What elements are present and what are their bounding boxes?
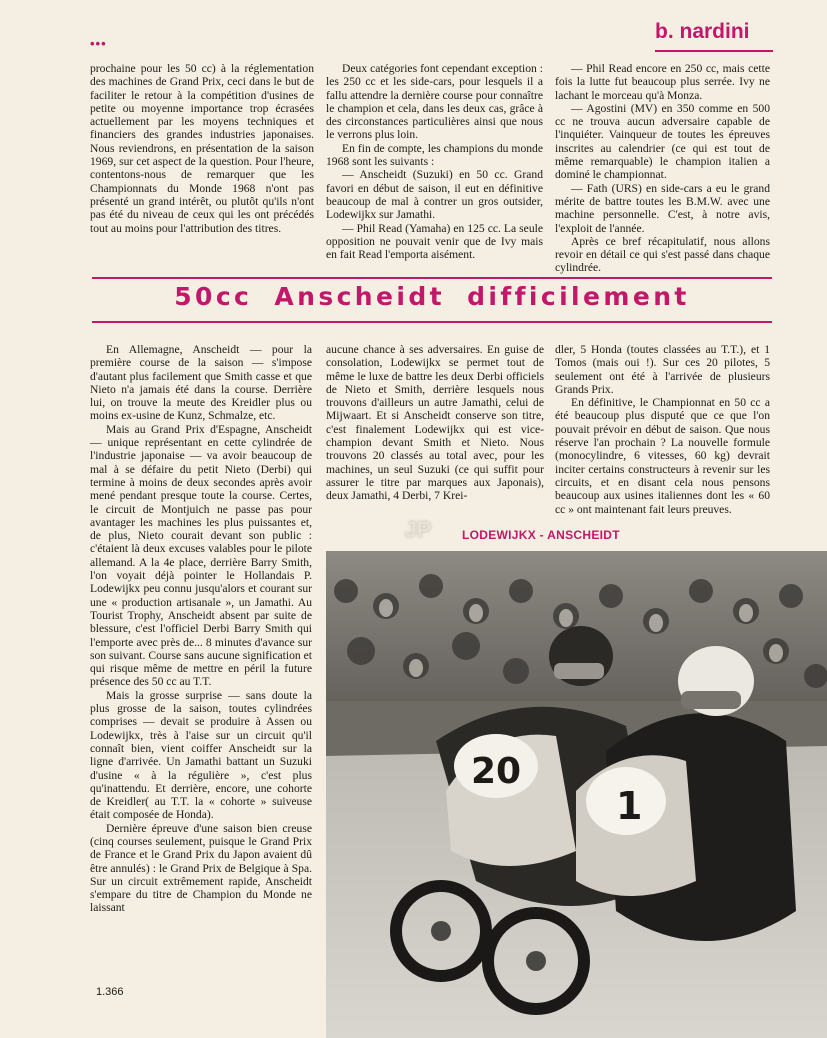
paragraph: Deux catégories font cependant exception : les 250 cc et les side-cars, pour lesquels il a fallu attendre la dernière course pour connaître le champion et cela, dans les deux cas, grâce à des circonstances particulières ainsi que nous le verrons plus loin. <box>326 62 543 142</box>
top-column-2 <box>326 62 543 261</box>
paragraph: — Fath (URS) en side-cars a eu le grand mérite de battre toutes les B.M.W. avec une machine personnelle. C'est, à notre avis, l'exploit de l'année. <box>555 181 770 235</box>
headline-rule-bottom <box>92 321 772 323</box>
page-number: 1.366 <box>96 986 124 998</box>
body-column-2 <box>326 343 544 503</box>
body-column-3 <box>555 343 770 516</box>
paragraph: — Phil Read encore en 250 cc, mais cette fois la lutte fut beaucoup plus serrée. Ivy ne lachant le morceau qu'à Monza. <box>555 62 770 102</box>
paragraph: En Allemagne, Anscheidt — pour la première course de la saison — s'impose d'autant plus facilement que Smith casse et que Nieto n'a jamais été dans la course. Derrière lui, on trouve la meute des Kreidler plus ou moins ex-usine de Kunz, Schmalze, etc. <box>90 343 312 423</box>
watermark-logo: JP <box>404 517 432 542</box>
photo-caption: LODEWIJKX - ANSCHEIDT <box>462 528 620 542</box>
paragraph: prochaine pour les 50 cc) à la réglementation des machines de Grand Prix, ceci dans le but de faciliter le retour à la compétition d'usines de petite ou moyenne importance trop écrasées actuellement par les moyens techniques et financiers des grandes industries japonaises. Nous reviendrons, en présentation de la saison 1969, sur cet aspect de la question. Pour l'heure, contentons-nous de remarquer que les Championnats du Monde 1968 n'ont pas présenté un grand intérêt, ou plutôt qu'ils n'ont pas été du niveau de ceux qui les ont précédés tout au moins pour l'attribution des titres. <box>90 62 314 235</box>
bike-number-20: 20 <box>471 751 522 792</box>
top-column-1 <box>90 62 314 235</box>
paragraph: Mais au Grand Prix d'Espagne, Anscheidt — unique représentant en cette cylindrée de l'industrie japonaise — va avoir beaucoup de mal à se défaire du petit Nieto (Derbi) qui termine à moins de deux secondes après avoir mené pendant presque toute la course. Certes, le circuit de Montjuich ne passe pas pour avantager les machines les plus puissantes et, de plus, Nieto courait devant son public : c'étaient là deux excuses valables pour le pilote allemand. A la 4e place, derrière Barry Smith, l'on voyait déjà pointer le Hollandais P. Lodewijkx peu connu jusqu'alors et courant sur une « production artisanale », un Jamathi. Au Tourist Trophy, Anscheidt absent par suite de blessure, c'est l'officiel Derbi Barry Smith qui l'emporte avec près de... 8 minutes d'avance sur son suivant. Course sans aucune signification et qui risque même de mettre en péril la future présence des 50 cc au T.T. <box>90 422 312 689</box>
headline-rule-top <box>92 277 772 279</box>
paragraph: Mais la grosse surprise — sans doute la plus grosse de la saison, toutes cylindrées comprises — devait se produire à Assen ou Lodewijkx, très à l'aise sur un circuit qu'il connaît bien, vient coiffer Anscheidt sur la ligne d'arrivée. Un Jamathi battant un Suzuki d'usine « à la régulière », c'est plus qu'inattendu. Et derrière, encore, une cohorte de Kreidler( au T.T. la « cohorte » suiveuse était composée de Honda). <box>90 688 312 822</box>
body-column-1 <box>90 343 312 915</box>
top-column-3 <box>555 62 770 275</box>
paragraph: — Agostini (MV) en 350 comme en 500 cc ne trouva aucun adversaire capable de l'inquiéter. Vainqueur de toutes les épreuves inscrites au calendrier (ce qui est tout de même remarquable) le champion italien a dominé le championnat. <box>555 101 770 182</box>
paragraph: En fin de compte, les champions du monde 1968 sont les suivants : <box>326 141 543 169</box>
paragraph: — Anscheidt (Suzuki) en 50 cc. Grand favori en début de saison, il eut en définitive beaucoup de mal à contrer un gros outsider, Lodewijkx sur Jamathi. <box>326 168 543 222</box>
header-dots: ••• <box>90 36 107 51</box>
race-photo <box>326 551 827 1038</box>
paragraph: dler, 5 Honda (toutes classées au T.T.), et 1 Tomos (mais oui !). Sur ces 20 pilotes, 5 seulement ont été à l'arrivée de plusieurs Grands Prix. <box>555 343 770 396</box>
paragraph: Dernière épreuve d'une saison bien creuse (cinq courses seulement, puisque le Grand Prix de France et le Grand Prix du Japon avaient dû être annulés) : le Grand Prix de Belgique à Spa. Sur un circuit extrêmement rapide, Anscheidt s'empare du titre de Champion du Monde ne laissant <box>90 821 312 915</box>
section-headline: 50cc Anscheidt difficilement <box>174 282 690 311</box>
paragraph: Après ce bref récapitulatif, nous allons revoir en détail ce qui s'est passé dans chaque cylindrée. <box>555 234 770 275</box>
brand-name: b. nardini <box>655 20 750 43</box>
brand-underline <box>655 50 773 52</box>
paragraph: aucune chance à ses adversaires. En guise de consolation, Lodewijkx se permet tout de même le luxe de battre les deux Derbi officiels de Nieto et Smith, derrière lesquels nous trouvons d'ailleurs un autre Jamathi, celui de Mijwaart. Et si Anscheidt conserve son titre, c'est finalement Lodewijkx qui est vice-champion devant Smith et Nieto. Nous trouvons 20 classés au total avec, pour les machines, un seul Suzuki (ce qui suffit pour assurer le titre par marques aux Japonais), deux Jamathi, 4 Derbi, 7 Krei- <box>326 343 544 503</box>
bike-number-1: 1 <box>616 784 643 828</box>
paragraph: — Phil Read (Yamaha) en 125 cc. La seule opposition ne pouvait venir que de Ivy mais en fait Read l'emporta aisément. <box>326 221 543 262</box>
paragraph: En définitive, le Championnat en 50 cc a été beaucoup plus disputé que ce que l'on pouvait prévoir en début de saison. Que nous réserve l'an prochain ? La nouvelle formule (monocylindre, 6 vitesses, 60 kg) devrait inciter certains constructeurs à revenir sur les circuits, et en disant cela nous pensons beaucoup aux usines italiennes dont les « 60 cc » ont maintenant fait leurs preuves. <box>555 396 770 516</box>
